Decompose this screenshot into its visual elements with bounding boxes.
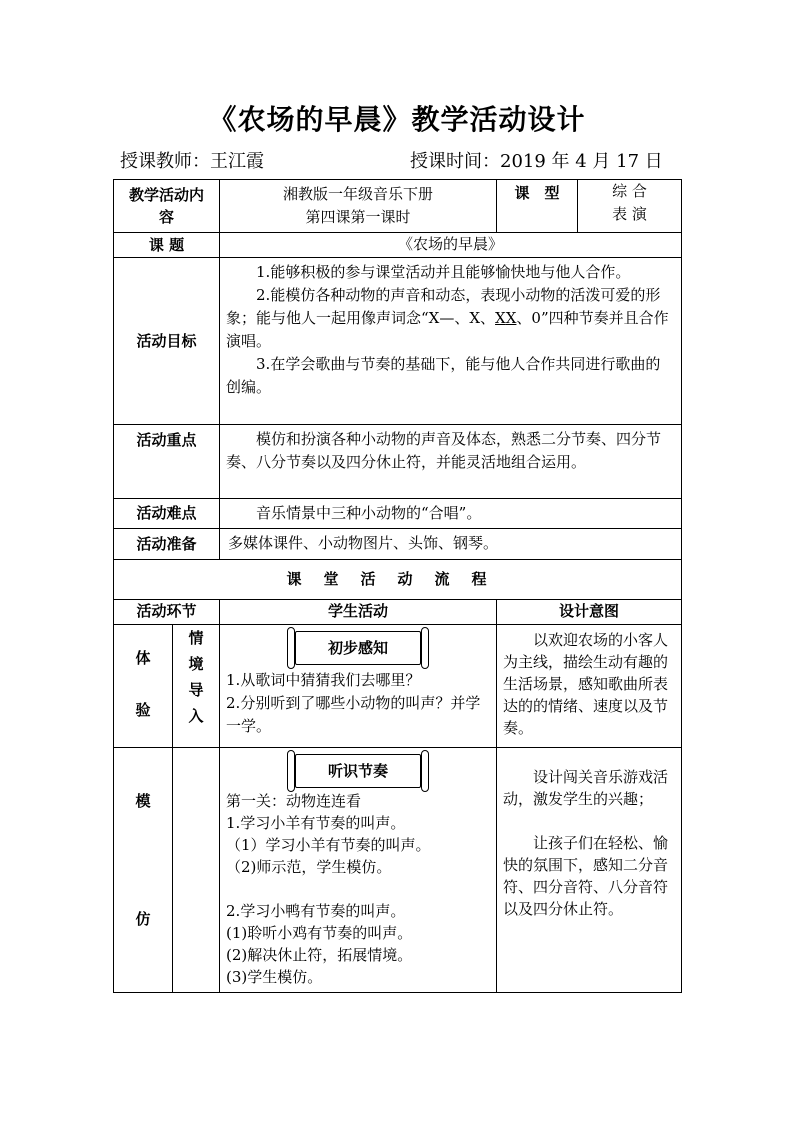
goals-value — [220, 258, 682, 425]
stage-1-line-1: 1.从歌词中猜猜我们去哪里？ — [226, 671, 421, 689]
banner-scroll — [295, 631, 421, 665]
difficulty-label: 活动难点 — [114, 499, 220, 529]
type-value-line-1: 综 合 — [612, 182, 647, 200]
flow-title: 课堂活动流程 — [114, 560, 682, 600]
document-title: 《农场的早晨》教学活动设计 — [208, 103, 586, 136]
row-key — [114, 425, 682, 499]
stage-2-line: (2)解决休止符，拓展情境。 — [226, 946, 413, 964]
row-content — [114, 180, 682, 233]
stage-2-intent-paragraph-2: 让孩子们在轻松、愉快的氛围下，感知二分音符、四分音符、八分音符以及四分休止符。 — [503, 834, 669, 918]
goal-2-underlined-x1: X — [495, 309, 506, 327]
goal-2-text: 2.能模仿各种动物的声音和动态，表现小动物的活泼可爱的形象；能与他人一起用像声词念“X—、X、 — [226, 286, 661, 327]
topic-value: 《农场的早晨》 — [220, 233, 682, 258]
row-column-headers — [114, 600, 682, 625]
content-line-1: 湘教版一年级音乐下册 — [283, 185, 434, 203]
type-value — [578, 180, 682, 233]
stage-1-char-1: 体 — [135, 649, 151, 667]
stage-2-char-1: 模 — [135, 792, 151, 810]
stage-1-label — [114, 625, 173, 748]
goal-3: 3.在学会歌曲与节奏的基础下，能与他人合作共同进行歌曲的创编。 — [226, 355, 661, 396]
content-value — [220, 180, 497, 233]
column-stage: 活动环节 — [114, 600, 220, 625]
stage-2-line: （2)师示范，学生模仿。 — [226, 858, 392, 876]
teacher-line: 授课教师：王江霞 — [120, 151, 264, 172]
stage-2-line: 1.学习小羊有节奏的叫声。 — [226, 814, 406, 832]
row-stage-1 — [114, 625, 682, 748]
row-stage-2 — [114, 748, 682, 993]
stage-2-intent — [497, 748, 682, 993]
goals-label: 活动目标 — [114, 258, 220, 425]
stage-2-student-activity — [220, 748, 497, 993]
preparation-label: 活动准备 — [114, 529, 220, 560]
stage-2-line: (3)学生模仿。 — [226, 968, 323, 986]
difficulty-value: 音乐情景中三种小动物的“合唱”。 — [220, 499, 682, 529]
goal-2-underlined-x2: X — [505, 309, 517, 327]
type-value-line-2: 表 演 — [612, 205, 647, 223]
stage-1-char-2: 验 — [135, 701, 151, 719]
topic-label: 课 题 — [114, 233, 220, 258]
stage-2-line — [226, 878, 490, 900]
sub-stage-1-label: 情境导入 — [173, 625, 220, 748]
goal-2 — [226, 284, 675, 353]
stage-2-char-2: 仿 — [135, 910, 151, 928]
banner-label: 听识节奏 — [328, 762, 389, 780]
banner-label: 初步感知 — [328, 639, 389, 657]
date-line: 授课时间：2019 年 4 月 17 日 — [410, 151, 663, 172]
stage-2-line: (1)聆听小鸡有节奏的叫声。 — [226, 924, 413, 942]
row-goals — [114, 258, 682, 425]
row-difficulty — [114, 499, 682, 529]
content-label: 教学活动内容 — [114, 180, 220, 233]
stage-2-intent-paragraph-1: 设计闯关音乐游戏活动，激发学生的兴趣； — [503, 768, 669, 808]
stage-2-line: 2.学习小鸭有节奏的叫声。 — [226, 902, 406, 920]
stage-2-line: （1）学习小羊有节奏的叫声。 — [226, 836, 431, 854]
goal-1: 1.能够积极的参与课堂活动并且能够愉快地与他人合作。 — [256, 263, 631, 281]
column-design-intent: 设计意图 — [497, 600, 682, 625]
stage-2-label — [114, 748, 173, 993]
stage-1-intent: 以欢迎农场的小客人为主线，描绘生动有趣的生活场景，感知歌曲所表达的的情绪、速度以及节奏。 — [497, 625, 682, 748]
key-label: 活动重点 — [114, 425, 220, 499]
type-label: 课 型 — [497, 180, 578, 233]
column-student-activity: 学生活动 — [220, 600, 497, 625]
row-topic — [114, 233, 682, 258]
key-value: 模仿和扮演各种小动物的声音及体态，熟悉二分节奏、四分节奏、八分节奏以及四分休止符，并能灵活地组合运用。 — [220, 425, 682, 499]
sub-stage-2-empty — [173, 748, 220, 993]
banner-scroll — [295, 754, 421, 788]
stage-2-line: 第一关：动物连连看 — [226, 792, 362, 810]
content-line-2: 第四课第一课时 — [305, 208, 411, 226]
lesson-plan-table — [113, 179, 682, 993]
goal-2-text-end: 、0”四种节奏并且合作演唱。 — [226, 309, 669, 350]
stage-1-student-activity — [220, 625, 497, 748]
row-preparation — [114, 529, 682, 560]
stage-1-line-2: 2.分别听到了哪些小动物的叫声？并学一学。 — [226, 694, 481, 735]
preparation-value: 多媒体课件、小动物图片、头饰、钢琴。 — [220, 529, 682, 560]
row-flow-title — [114, 560, 682, 600]
